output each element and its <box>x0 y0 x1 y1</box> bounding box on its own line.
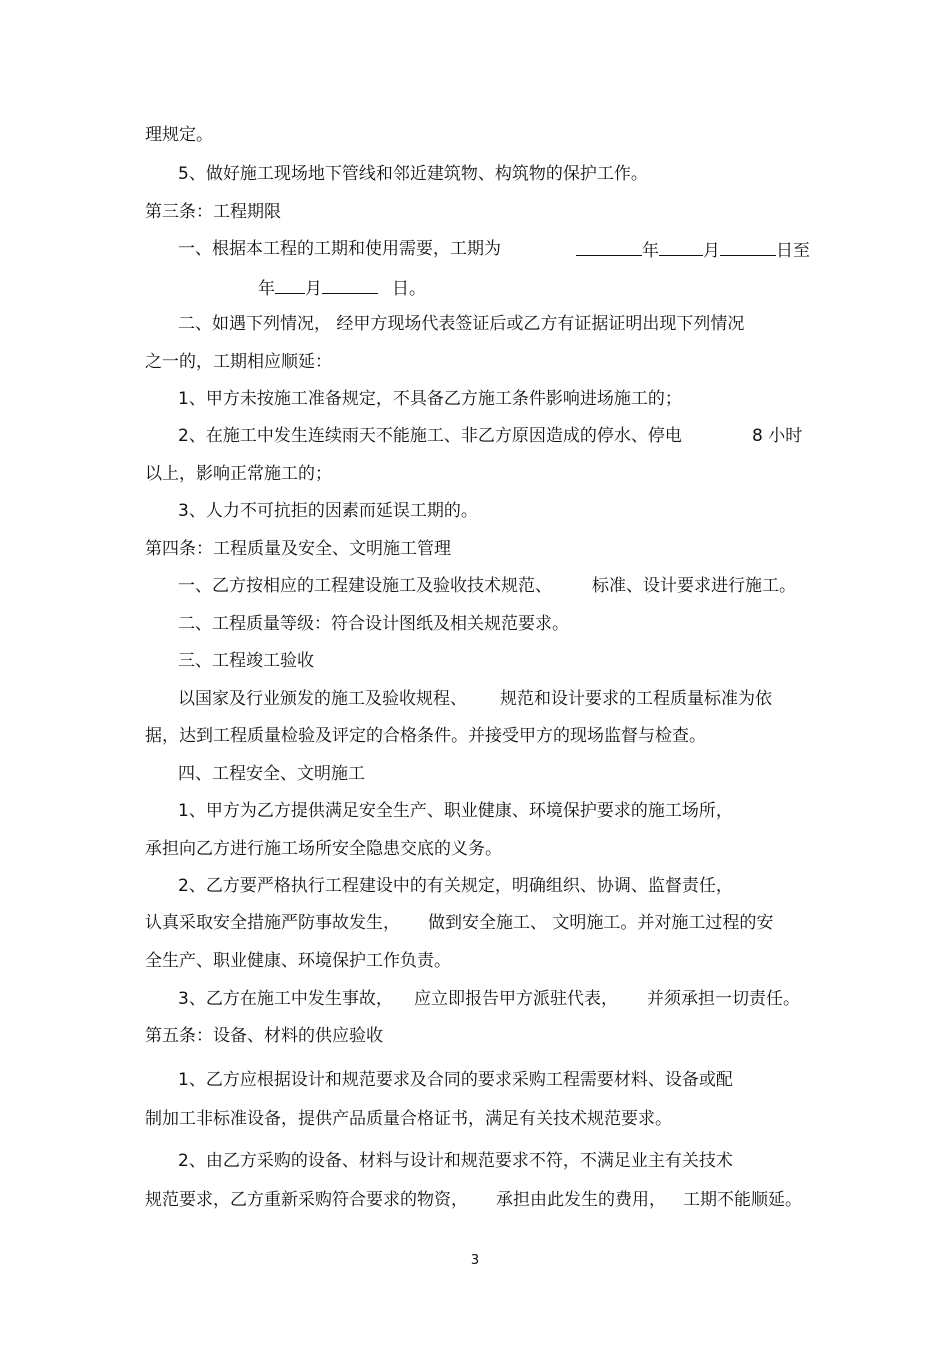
text-line: 一、乙方按相应的工程建设施工及验收技术规范、 <box>178 576 552 596</box>
text-line: 一、根据本工程的工期和使用需要，工期为 <box>178 239 501 259</box>
text-line: 制加工非标准设备，提供产品质量合格证书，满足有关技术规范要求。 <box>145 1109 672 1129</box>
text-line: 2、在施工中发生连续雨天不能施工、非乙方原因造成的停水、停电 <box>178 426 682 446</box>
text-line: 1、乙方应根据设计和规范要求及合同的要求采购工程需要材料、设备或配 <box>178 1070 733 1090</box>
text-line: 2、乙方要严格执行工程建设中的有关规定，明确组织、协调、监督责任， <box>178 876 733 896</box>
text-line: 二、工程质量等级：符合设计图纸及相关规范要求。 <box>178 614 569 634</box>
text-line: 认真采取安全措施严防事故发生， <box>145 913 400 933</box>
year-label: 年 <box>258 279 275 299</box>
page-number: 3 <box>470 1253 480 1268</box>
text-line: 3、人力不可抗拒的因素而延误工期的。 <box>178 501 478 521</box>
text-line: 3、乙方在施工中发生事故， <box>178 989 393 1009</box>
text-line: 二、如遇下列情况， 经甲方现场代表签证后或乙方有证据证明出现下列情况 <box>178 314 745 334</box>
text-line: 承担由此发生的费用， <box>496 1190 666 1210</box>
day-end-label: 日。 <box>392 279 426 299</box>
text-line: 8 小时 <box>752 426 803 446</box>
day-to-label: 日至 <box>776 241 810 261</box>
text-line: 并须承担一切责任。 <box>647 989 800 1009</box>
text-line: 之一的，工期相应顺延： <box>145 352 332 372</box>
year-blank <box>576 238 642 256</box>
article-heading: 第五条：设备、材料的供应验收 <box>145 1026 383 1046</box>
text-line: 5、做好施工现场地下管线和邻近建筑物、构筑物的保护工作。 <box>178 164 648 184</box>
text-line: 四、工程安全、文明施工 <box>178 764 365 784</box>
text-line: 全生产、职业健康、环境保护工作负责。 <box>145 951 451 971</box>
text-line: 1、甲方未按施工准备规定，不具备乙方施工条件影响进场施工的； <box>178 389 682 409</box>
date-range-line <box>258 276 426 300</box>
month-label: 月 <box>305 279 322 299</box>
month-blank <box>659 238 703 256</box>
text-line: 承担向乙方进行施工场所安全隐患交底的义务。 <box>145 839 502 859</box>
text-line: 1、甲方为乙方提供满足安全生产、职业健康、环境保护要求的施工场所， <box>178 801 733 821</box>
text-line: 三、工程竣工验收 <box>178 651 314 671</box>
text-line: 据，达到工程质量检验及评定的合格条件。并接受甲方的现场监督与检查。 <box>145 726 706 746</box>
month-label: 月 <box>703 241 720 261</box>
text-line: 以上，影响正常施工的； <box>145 464 332 484</box>
text-line: 以国家及行业颁发的施工及验收规程、 <box>178 689 467 709</box>
text-line: 工期不能顺延。 <box>683 1190 802 1210</box>
text-line: 2、由乙方采购的设备、材料与设计和规范要求不符，不满足业主有关技术 <box>178 1151 733 1171</box>
text-line: 应立即报告甲方派驻代表， <box>414 989 618 1009</box>
text-line: 规范和设计要求的工程质量标准为依 <box>500 689 772 709</box>
article-heading: 第四条：工程质量及安全、文明施工管理 <box>145 539 451 559</box>
date-range-line <box>576 238 810 262</box>
day-blank <box>322 276 378 294</box>
text-line: 理规定。 <box>145 125 213 145</box>
article-heading: 第三条：工程期限 <box>145 202 281 222</box>
day-blank <box>720 238 776 256</box>
text-line: 标准、设计要求进行施工。 <box>592 576 796 596</box>
text-line: 做到安全施工、 文明施工。并对施工过程的安 <box>428 913 774 933</box>
month-blank <box>275 276 305 294</box>
year-label: 年 <box>642 241 659 261</box>
text-line: 规范要求，乙方重新采购符合要求的物资， <box>145 1190 468 1210</box>
